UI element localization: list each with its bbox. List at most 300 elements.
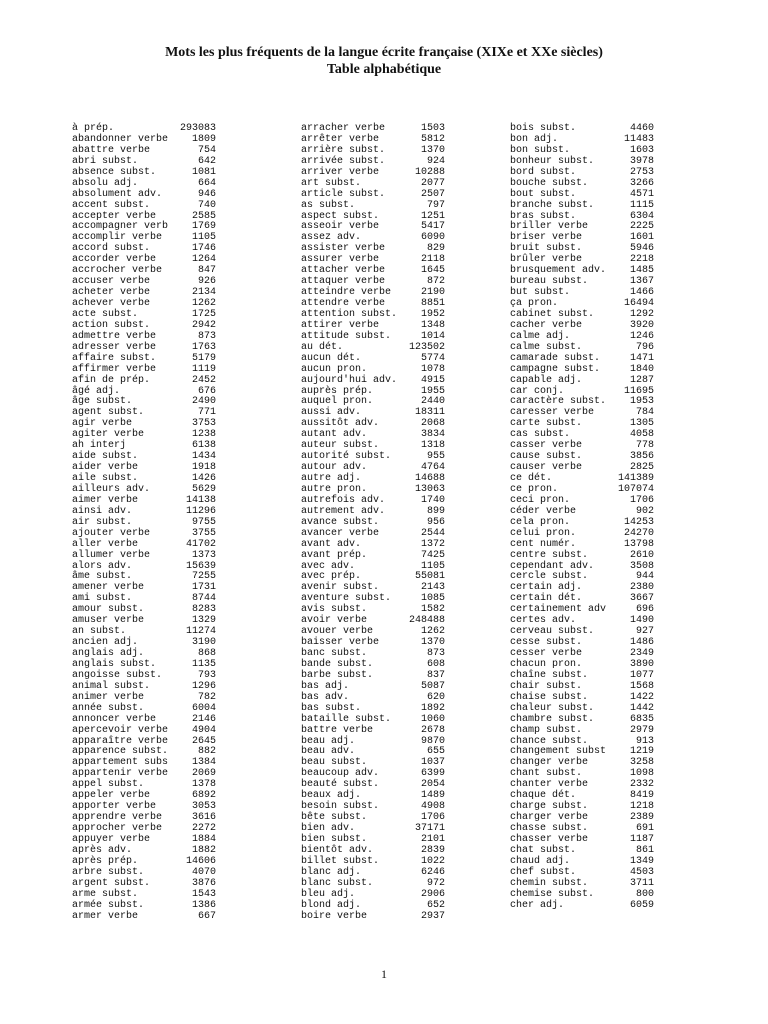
word-entry (72, 540, 216, 551)
word-label: afin de prép. (72, 374, 151, 386)
word-frequency: 2134 (191, 287, 216, 299)
word-frequency: 1442 (629, 702, 654, 714)
word-frequency: 2069 (191, 768, 216, 780)
word-label: blanc subst. (301, 877, 374, 889)
word-label: bande subst. (301, 658, 374, 670)
word-label: acheter verbe (72, 287, 151, 299)
word-label: acte subst. (72, 308, 139, 320)
word-frequency: 1373 (191, 549, 216, 561)
word-label: changement subst (510, 746, 607, 758)
word-frequency: 4904 (191, 724, 216, 736)
word-label: aimer verbe (72, 494, 139, 506)
word-label: agent subst. (72, 407, 145, 419)
word-label: ajouter verbe (72, 527, 151, 539)
word-frequency: 1370 (420, 144, 445, 156)
word-frequency: 608 (426, 658, 445, 670)
word-label: anglais subst. (72, 658, 157, 670)
word-label: approcher verbe (72, 823, 163, 834)
word-frequency: 15639 (185, 560, 216, 572)
word-label: chanter verbe (510, 779, 589, 791)
word-label: art subst. (301, 177, 362, 189)
word-frequency: 1329 (191, 615, 216, 627)
word-frequency: 1262 (191, 298, 216, 309)
word-frequency: 944 (635, 571, 654, 583)
word-frequency: 2585 (191, 210, 216, 222)
word-label: cent numér. (510, 538, 577, 550)
word-label: accuser verbe (72, 276, 151, 288)
word-label: à prép. (72, 123, 115, 134)
word-frequency: 3920 (629, 319, 654, 331)
word-label: avoir verbe (301, 615, 368, 627)
word-entry (301, 376, 445, 387)
word-entry (510, 190, 654, 201)
word-frequency: 1238 (191, 429, 216, 441)
word-label: bleu adj. (301, 888, 356, 900)
word-label: auteur subst. (301, 440, 380, 452)
word-frequency: 1603 (629, 144, 654, 156)
word-frequency: 8851 (420, 298, 445, 309)
word-frequency: 946 (197, 188, 216, 200)
word-frequency: 847 (197, 265, 216, 277)
word-label: accompagner verb (72, 221, 169, 233)
word-label: cependant adv. (510, 560, 595, 572)
word-frequency: 1731 (191, 582, 216, 594)
word-entry (301, 890, 445, 901)
word-frequency: 2218 (629, 254, 654, 266)
word-label: beau subst. (301, 757, 368, 769)
word-frequency: 1884 (191, 833, 216, 845)
word-frequency: 2349 (629, 648, 654, 659)
word-entry (72, 354, 216, 365)
word-frequency: 2225 (629, 221, 654, 233)
word-frequency: 2068 (420, 418, 445, 430)
word-label: cela pron. (510, 516, 571, 528)
word-label: apparaître verbe (72, 735, 169, 747)
word-label: animal subst. (72, 680, 151, 692)
word-entry (510, 201, 654, 212)
word-frequency: 1085 (420, 593, 445, 605)
word-label: ancien adj. (72, 637, 139, 649)
word-frequency: 8419 (629, 790, 654, 802)
word-frequency: 5812 (420, 133, 445, 145)
word-frequency: 11274 (185, 626, 216, 638)
word-frequency: 5774 (420, 352, 445, 364)
word-label: action subst. (72, 319, 151, 331)
word-entry (72, 551, 216, 562)
word-label: ailleurs adv. (72, 483, 151, 495)
word-frequency: 655 (426, 746, 445, 758)
word-frequency: 1060 (420, 713, 445, 725)
word-frequency: 1490 (629, 615, 654, 627)
word-label: apporter verbe (72, 801, 157, 813)
word-frequency: 4571 (629, 188, 654, 200)
word-label: animer verbe (72, 691, 145, 703)
word-label: chaud adj. (510, 855, 571, 867)
word-label: ceci pron. (510, 494, 571, 506)
word-frequency: 1251 (420, 210, 445, 222)
word-frequency: 1486 (629, 637, 654, 649)
word-frequency: 107074 (617, 483, 654, 495)
word-label: celui pron. (510, 527, 577, 539)
word-frequency: 1952 (420, 308, 445, 320)
word-entry (72, 879, 216, 890)
word-label: cesser verbe (510, 648, 583, 659)
word-label: chambre subst. (510, 713, 595, 725)
word-label: avenir subst. (301, 582, 380, 594)
word-label: abattre verbe (72, 144, 151, 156)
word-frequency: 14253 (623, 516, 654, 528)
word-label: bas adv. (301, 691, 350, 703)
word-entry (301, 551, 445, 562)
word-label: certainement adv (510, 604, 607, 616)
word-label: campagne subst. (510, 363, 601, 375)
word-frequency: 1769 (191, 221, 216, 233)
word-label: amener verbe (72, 582, 145, 594)
word-label: bouche subst. (510, 177, 589, 189)
word-column-1 (72, 124, 216, 922)
word-label: changer verbe (510, 757, 589, 769)
word-label: autre pron. (301, 483, 368, 495)
word-label: âge subst. (72, 396, 133, 408)
word-frequency: 778 (635, 440, 654, 452)
word-column-3 (510, 124, 654, 912)
word-frequency: 1386 (191, 899, 216, 911)
word-entry (72, 365, 216, 376)
word-frequency: 6004 (191, 702, 216, 714)
word-entry (510, 376, 654, 387)
word-frequency: 1746 (191, 243, 216, 255)
word-label: an subst. (72, 626, 127, 638)
word-entry (301, 201, 445, 212)
word-entry (510, 879, 654, 890)
word-label: aucun dét. (301, 352, 362, 364)
word-label: article subst. (301, 188, 386, 200)
word-frequency: 2507 (420, 188, 445, 200)
word-label: casser verbe (510, 440, 583, 452)
word-label: autant adv. (301, 429, 368, 441)
word-frequency: 1305 (629, 418, 654, 430)
word-label: apparence subst. (72, 746, 169, 758)
word-label: atteindre verbe (301, 287, 392, 299)
word-frequency: 6246 (420, 866, 445, 878)
word-label: appartement subs (72, 757, 169, 769)
word-frequency: 8744 (191, 593, 216, 605)
word-label: chaleur subst. (510, 702, 595, 714)
word-frequency: 1037 (420, 757, 445, 769)
word-frequency: 1372 (420, 538, 445, 550)
word-entry (301, 190, 445, 201)
word-label: avouer verbe (301, 626, 374, 638)
word-frequency: 2389 (629, 812, 654, 824)
word-label: arbre subst. (72, 866, 145, 878)
word-frequency: 6399 (420, 768, 445, 780)
word-label: autour adv. (301, 462, 368, 474)
word-label: chance subst. (510, 735, 589, 747)
word-frequency: 2678 (420, 724, 445, 736)
word-frequency: 1601 (629, 232, 654, 244)
word-label: ce dét. (510, 473, 553, 484)
word-frequency: 4058 (629, 429, 654, 441)
word-frequency: 1434 (191, 451, 216, 463)
word-label: barbe subst. (301, 669, 374, 681)
word-frequency: 882 (197, 746, 216, 758)
word-label: briser verbe (510, 232, 583, 244)
word-entry (72, 529, 216, 540)
word-entry (72, 912, 216, 923)
word-label: bon subst. (510, 144, 571, 156)
word-label: angoisse subst. (72, 669, 163, 681)
word-label: cabinet subst. (510, 308, 595, 320)
word-label: chat subst. (510, 844, 577, 856)
word-label: chemin subst. (510, 877, 589, 889)
word-label: ça pron. (510, 298, 559, 309)
word-label: agir verbe (72, 418, 133, 430)
word-frequency: 3753 (191, 418, 216, 430)
word-frequency: 2937 (420, 910, 445, 922)
word-frequency: 1264 (191, 254, 216, 266)
word-label: cause subst. (510, 451, 583, 463)
word-label: charge subst. (510, 801, 589, 813)
word-label: absence subst. (72, 166, 157, 178)
word-label: beau adj. (301, 735, 356, 747)
word-entry (72, 179, 216, 190)
word-frequency: 4070 (191, 866, 216, 878)
word-frequency: 2825 (629, 462, 654, 474)
word-frequency: 3978 (629, 155, 654, 167)
word-frequency: 37171 (414, 823, 445, 834)
word-label: accrocher verbe (72, 265, 163, 277)
word-label: cerveau subst. (510, 626, 595, 638)
word-frequency: 972 (426, 877, 445, 889)
document-subtitle: Table alphabétique (326, 62, 442, 77)
word-label: attirer verbe (301, 319, 380, 331)
word-entry (510, 715, 654, 726)
word-label: attention subst. (301, 308, 398, 320)
word-frequency: 899 (426, 505, 445, 517)
word-frequency: 2610 (629, 549, 654, 561)
word-frequency: 782 (197, 691, 216, 703)
word-label: but subst. (510, 287, 571, 299)
word-frequency: 784 (635, 407, 654, 419)
word-label: avance subst. (301, 516, 380, 528)
word-label: avec prép. (301, 571, 362, 583)
word-frequency: 2118 (420, 254, 445, 266)
word-label: bas subst. (301, 702, 362, 714)
word-frequency: 642 (197, 155, 216, 167)
word-frequency: 1219 (629, 746, 654, 758)
word-entry (510, 551, 654, 562)
word-label: amour subst. (72, 604, 145, 616)
word-frequency: 955 (426, 451, 445, 463)
word-label: autrefois adv. (301, 494, 386, 506)
word-label: beau adv. (301, 746, 356, 758)
word-label: arrivée subst. (301, 155, 386, 167)
word-frequency: 1809 (191, 133, 216, 145)
word-label: cercle subst. (510, 571, 589, 583)
word-label: attaquer verbe (301, 276, 386, 288)
word-label: aventure subst. (301, 593, 392, 605)
word-label: âgé adj. (72, 385, 121, 397)
word-label: bas adj. (301, 680, 350, 692)
word-entry (510, 354, 654, 365)
word-entry (301, 540, 445, 551)
word-label: autorité subst. (301, 451, 392, 463)
word-frequency: 1135 (191, 658, 216, 670)
word-frequency: 2440 (420, 396, 445, 408)
word-label: bonheur subst. (510, 155, 595, 167)
word-label: arrière subst. (301, 144, 386, 156)
word-label: air subst. (72, 516, 133, 528)
word-frequency: 1384 (191, 757, 216, 769)
word-label: apprendre verbe (72, 812, 163, 824)
word-entry (510, 540, 654, 551)
word-frequency: 1706 (420, 812, 445, 824)
word-label: bureau subst. (510, 276, 589, 288)
word-frequency: 1348 (420, 319, 445, 331)
word-label: carte subst. (510, 418, 583, 430)
word-label: chant subst. (510, 768, 583, 780)
word-frequency: 796 (635, 341, 654, 353)
word-frequency: 2979 (629, 724, 654, 736)
word-label: céder verbe (510, 505, 577, 517)
word-label: cacher verbe (510, 319, 583, 331)
word-label: aide subst. (72, 451, 139, 463)
word-frequency: 6138 (191, 440, 216, 452)
word-frequency: 652 (426, 899, 445, 911)
word-entry (510, 726, 654, 737)
word-frequency: 6892 (191, 790, 216, 802)
word-frequency: 1503 (420, 123, 445, 134)
word-label: arrêter verbe (301, 133, 380, 145)
word-frequency: 10288 (414, 166, 445, 178)
word-frequency: 926 (197, 276, 216, 288)
word-frequency: 2146 (191, 713, 216, 725)
word-frequency: 11695 (623, 385, 654, 397)
word-entry (72, 901, 216, 912)
word-frequency: 41702 (185, 538, 216, 550)
word-label: certes adv. (510, 615, 577, 627)
word-label: abri subst. (72, 155, 139, 167)
word-label: chaque dét. (510, 790, 577, 802)
word-entry (72, 715, 216, 726)
word-frequency: 3667 (629, 593, 654, 605)
word-entry (510, 529, 654, 540)
word-label: absolu adj. (72, 177, 139, 189)
word-frequency: 293083 (179, 123, 216, 134)
word-frequency: 1378 (191, 779, 216, 791)
word-frequency: 676 (197, 385, 216, 397)
word-frequency: 1485 (629, 265, 654, 277)
word-frequency: 2544 (420, 527, 445, 539)
word-frequency: 1187 (629, 833, 654, 845)
word-frequency: 2143 (420, 582, 445, 594)
word-entry (301, 879, 445, 890)
document-title: Mots les plus fréquents de la langue écrite française (XIXe et XXe siècles) (165, 45, 603, 60)
word-frequency: 1471 (629, 352, 654, 364)
word-label: baisser verbe (301, 637, 380, 649)
word-frequency: 3266 (629, 177, 654, 189)
word-frequency: 2753 (629, 166, 654, 178)
word-frequency: 873 (197, 330, 216, 342)
word-entry (301, 704, 445, 715)
word-label: arme subst. (72, 888, 139, 900)
word-frequency: 4915 (420, 374, 445, 386)
word-frequency: 861 (635, 844, 654, 856)
word-entry (510, 890, 654, 901)
word-label: année subst. (72, 702, 145, 714)
word-label: absolument adv. (72, 188, 163, 200)
word-frequency: 3258 (629, 757, 654, 769)
word-label: beaucoup adv. (301, 768, 380, 780)
word-frequency: 1466 (629, 287, 654, 299)
word-frequency: 3711 (629, 877, 654, 889)
word-frequency: 2839 (420, 844, 445, 856)
word-label: chemise subst. (510, 888, 595, 900)
word-frequency: 2906 (420, 888, 445, 900)
word-frequency: 8283 (191, 604, 216, 616)
word-frequency: 4460 (629, 123, 654, 134)
word-entry (72, 190, 216, 201)
word-frequency: 7255 (191, 571, 216, 583)
word-entry (510, 365, 654, 376)
word-frequency: 1489 (420, 790, 445, 802)
word-frequency: 1370 (420, 637, 445, 649)
word-label: avant adv. (301, 538, 362, 550)
word-frequency: 13063 (414, 483, 445, 495)
word-label: asseoir verbe (301, 221, 380, 233)
word-label: aile subst. (72, 473, 139, 484)
word-frequency: 1582 (420, 604, 445, 616)
word-label: auquel pron. (301, 396, 374, 408)
word-label: banc subst. (301, 648, 368, 659)
word-frequency: 1882 (191, 844, 216, 856)
word-entry (72, 704, 216, 715)
word-entry (72, 726, 216, 737)
word-label: bête subst. (301, 812, 368, 824)
word-frequency: 5087 (420, 680, 445, 692)
word-frequency: 1422 (629, 691, 654, 703)
word-frequency: 24270 (623, 527, 654, 539)
word-entry (301, 912, 445, 923)
word-frequency: 2077 (420, 177, 445, 189)
word-label: aucun pron. (301, 363, 368, 375)
word-label: calme adj. (510, 330, 571, 342)
word-label: admettre verbe (72, 330, 157, 342)
word-frequency: 2942 (191, 319, 216, 331)
word-label: boire verbe (301, 910, 368, 922)
word-label: aujourd'hui adv. (301, 374, 398, 386)
word-frequency: 11296 (185, 505, 216, 517)
word-label: bien adv. (301, 823, 356, 834)
word-frequency: 800 (635, 888, 654, 900)
word-label: chasse subst. (510, 823, 589, 834)
word-frequency: 1246 (629, 330, 654, 342)
word-label: au dét. (301, 341, 344, 353)
word-label: allumer verbe (72, 549, 151, 561)
word-entry (72, 890, 216, 901)
word-entry (510, 179, 654, 190)
word-frequency: 9870 (420, 735, 445, 747)
word-frequency: 14138 (185, 494, 216, 506)
word-label: as subst. (301, 199, 356, 211)
word-label: accorder verbe (72, 254, 157, 266)
word-label: après prép. (72, 855, 139, 867)
word-frequency: 141389 (617, 473, 654, 484)
word-frequency: 1840 (629, 363, 654, 375)
word-label: avis subst. (301, 604, 368, 616)
word-frequency: 740 (197, 199, 216, 211)
word-frequency: 1953 (629, 396, 654, 408)
